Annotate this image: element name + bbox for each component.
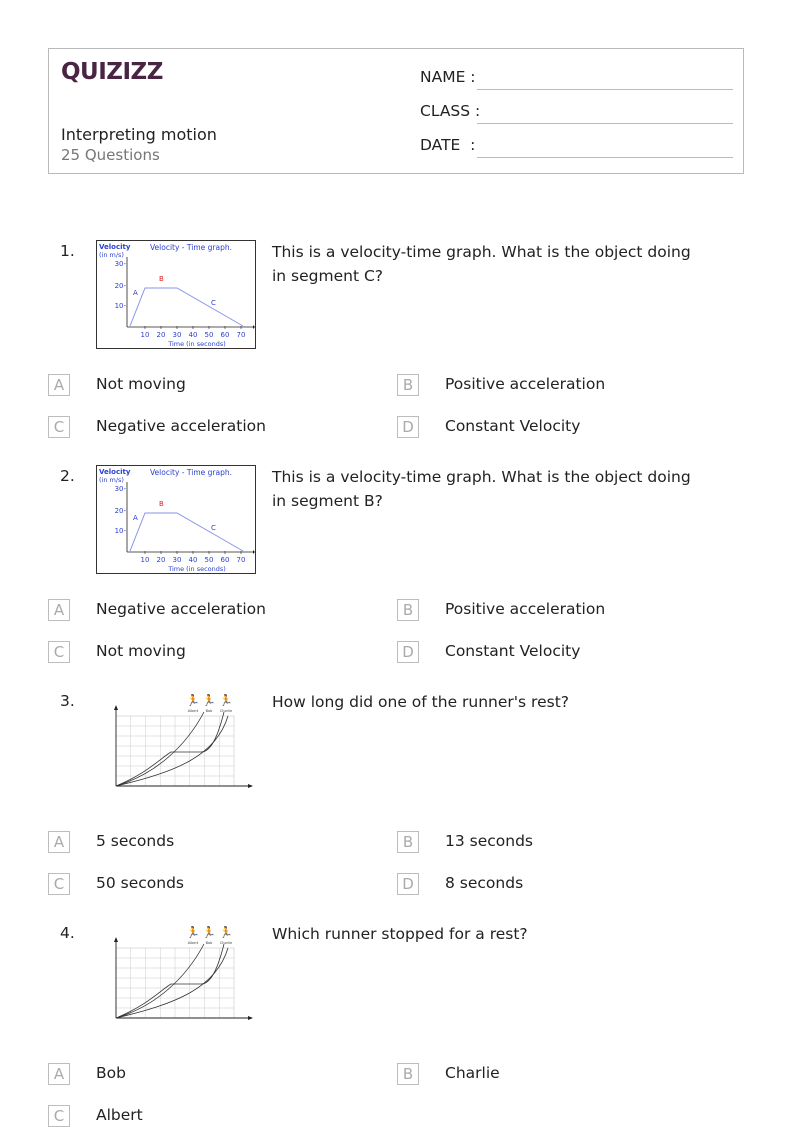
option-text[interactable]: Negative acceleration [96,600,266,618]
y-tick-label: 20- [114,507,126,515]
y-axis-arrow [114,937,118,942]
distance-time-graph [96,690,256,802]
x-tick-label: 70 [236,556,246,564]
x-tick-label: 60 [220,556,230,564]
option-letter-box[interactable]: A [48,1063,70,1085]
x-tick-label: 20 [156,331,166,339]
x-axis-label: Time (in seconds) [168,340,226,348]
option-letter-box[interactable]: C [48,873,70,895]
y-axis-unit: (in m/s) [99,476,124,484]
runner-legend-label: Albert [187,709,199,713]
option-letter-box[interactable]: D [397,641,419,663]
x-tick-label: 50 [204,331,214,339]
x-tick-label: 40 [188,331,198,339]
worksheet-header [48,48,744,174]
runner-legend-label: Bob [205,941,213,945]
y-axis-label: Velocity [99,468,131,476]
runner-legend-label: Charlie [219,941,233,945]
option-text[interactable]: Albert [96,1106,143,1124]
option-letter-box[interactable]: C [48,416,70,438]
option-text[interactable]: Negative acceleration [96,417,266,435]
question-text: How long did one of the runner's rest? [272,693,569,711]
date-line [477,157,733,158]
option-letter-box[interactable]: B [397,599,419,621]
x-axis-label: Time (in seconds) [168,565,226,573]
segment-label-b: B [159,275,164,283]
segment-label-a: A [133,514,138,522]
segment-label-c: C [211,524,216,532]
name-label: NAME : [420,68,476,86]
option-letter-box[interactable]: D [397,873,419,895]
class-line [477,123,733,124]
runner-curve-bob [116,944,224,1018]
option-letter-box[interactable]: C [48,1105,70,1127]
runner-curve-charlie [116,716,228,786]
x-tick-label: 20 [156,556,166,564]
runner-icon: 🏃 [186,694,200,707]
x-tick-label: 10 [140,556,150,564]
option-letter-box[interactable]: A [48,599,70,621]
quizizz-logo: QUIZIZZ [61,59,163,85]
x-axis-arrow [253,325,255,329]
question-number: 3. [60,692,75,710]
date-label: DATE : [420,136,476,154]
question-number: 1. [60,242,75,260]
velocity-line [130,288,243,326]
option-text[interactable]: 5 seconds [96,832,175,850]
y-axis-unit: (in m/s) [99,251,124,259]
question-number: 4. [60,924,75,942]
option-letter-box[interactable]: A [48,374,70,396]
velocity-time-graph [96,465,256,574]
option-text[interactable]: 8 seconds [445,874,524,892]
option-text[interactable]: Constant Velocity [445,642,581,660]
option-letter-box[interactable]: B [397,374,419,396]
question-number: 2. [60,467,75,485]
segment-label-c: C [211,299,216,307]
runner-curve-charlie [116,948,228,1018]
x-tick-label: 30 [172,331,182,339]
runner-icon: 🏃 [219,926,233,939]
y-axis-arrow [114,705,118,710]
x-axis-arrow [248,1016,253,1020]
option-letter-box[interactable]: B [397,1063,419,1085]
y-axis-label: Velocity [99,243,131,251]
runner-icon: 🏃 [186,926,200,939]
distance-time-graph [96,922,256,1034]
x-tick-label: 60 [220,331,230,339]
y-tick-label: 10- [114,527,126,535]
x-tick-label: 40 [188,556,198,564]
x-tick-label: 70 [236,331,246,339]
option-text[interactable]: Positive acceleration [445,600,606,618]
chart-title: Velocity - Time graph. [150,468,232,477]
y-tick-label: 10- [114,302,126,310]
x-tick-label: 10 [140,331,150,339]
option-letter-box[interactable]: B [397,831,419,853]
option-text[interactable]: Charlie [445,1064,500,1082]
x-axis-arrow [248,784,253,788]
segment-label-a: A [133,289,138,297]
name-line [477,89,733,90]
runner-curve-bob [116,712,224,786]
option-text[interactable]: 13 seconds [445,832,534,850]
option-text[interactable]: Constant Velocity [445,417,581,435]
velocity-time-graph [96,240,256,349]
runner-icon: 🏃 [219,694,233,707]
x-tick-label: 30 [172,556,182,564]
chart-title: Velocity - Time graph. [150,243,232,252]
x-axis-arrow [253,550,255,554]
class-label: CLASS : [420,102,481,120]
question-text: Which runner stopped for a rest? [272,925,528,943]
option-letter-box[interactable]: A [48,831,70,853]
question-text: This is a velocity-time graph. What is the object doing in segment C? [272,243,691,285]
question-text: This is a velocity-time graph. What is the object doing in segment B? [272,468,691,510]
option-text[interactable]: 50 seconds [96,874,185,892]
x-tick-label: 50 [204,556,214,564]
runner-legend-label: Albert [187,941,199,945]
option-text[interactable]: Bob [96,1064,126,1082]
segment-label-b: B [159,500,164,508]
y-tick-label: 20- [114,282,126,290]
option-letter-box[interactable]: C [48,641,70,663]
velocity-line [130,513,243,551]
option-letter-box[interactable]: D [397,416,419,438]
runner-legend-label: Charlie [219,709,233,713]
y-tick-label: 30- [114,485,126,493]
option-text[interactable]: Not moving [96,642,186,660]
worksheet-title: Interpreting motion [61,125,217,144]
runner-legend-label: Bob [205,709,213,713]
option-text[interactable]: Positive acceleration [445,375,606,393]
runner-icon: 🏃 [202,926,216,939]
runner-icon: 🏃 [202,694,216,707]
y-tick-label: 30- [114,260,126,268]
question-count: 25 Questions [61,146,160,164]
option-text[interactable]: Not moving [96,375,186,393]
